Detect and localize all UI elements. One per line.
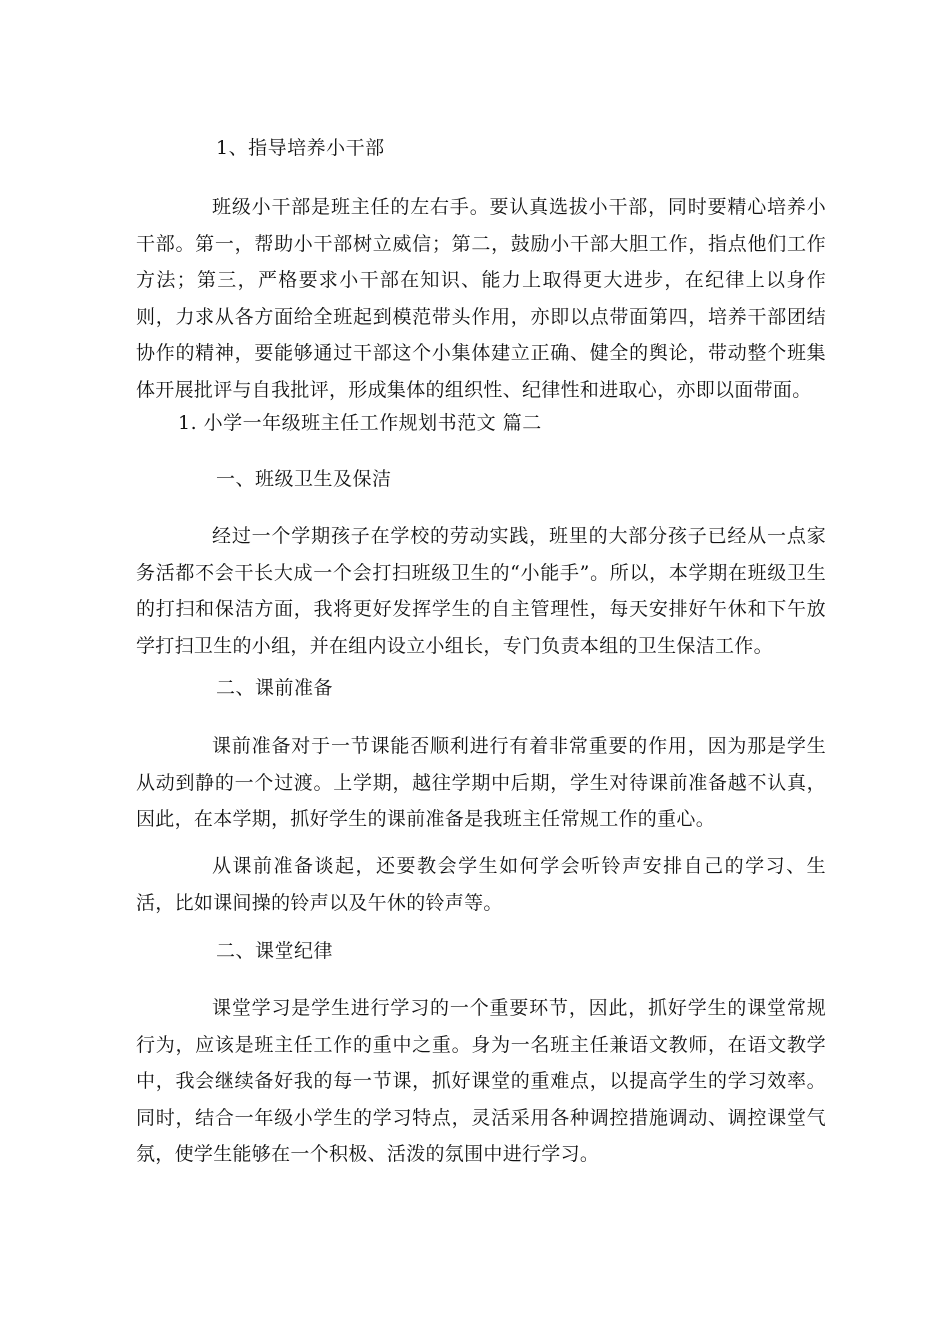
paragraph-preparation-1: 课前准备对于一节课能否顺利进行有着非常重要的作用，因为那是学生从动到静的一个过渡。上学期，越往学期中后期，学生对待课前准备越不认真，因此，在本学期，抓好学生的课前准备是我班主任常规工作的重心。 [136, 735, 826, 831]
paragraph-discipline: 课堂学习是学生进行学习的一个重要环节，因此，抓好学生的课堂常规行为，应该是班主任工作的重中之重。身为一名班主任兼语文教师，在语文教学中，我会继续备好我的每一节课，抓好课堂的重难点，以提高学生的学习效率。同时，结合一年级小学生的学习特点，灵活采用各种调控措施调动、调控课堂气氛，使学生能够在一个积极、活泼的氛围中进行学习。 [136, 997, 826, 1166]
section-heading-cadre-training: 1、指导培养小干部 [216, 137, 385, 159]
paragraph-cadre-training: 班级小干部是班主任的左右手。要认真选拔小干部，同时要精心培养小干部。第一，帮助小干部树立威信；第二，鼓励小干部大胆工作，指点他们工作方法；第三，严格要求小干部在知识、能力上取得更大进步，在纪律上以身作则，力求从各方面给全班起到模范带头作用，亦即以点带面第四，培养干部团结协作的精神，要能够通过干部这个小集体建立正确、健全的舆论，带动整个班集体开展批评与自我批评，形成集体的组织性、纪律性和进取心，亦即以面带面。 [136, 196, 826, 401]
paragraph-hygiene: 经过一个学期孩子在学校的劳动实践，班里的大部分孩子已经从一点家务活都不会干长大成一个会打扫班级卫生的“小能手”。所以，本学期在班级卫生的打扫和保洁方面，我将更好发挥学生的自主管理性，每天安排好午休和下午放学打扫卫生的小组，并在组内设立小组长，专门负责本组的卫生保洁工作。 [136, 525, 826, 657]
section-heading-discipline: 二、课堂纪律 [216, 940, 334, 962]
section-heading-hygiene: 一、班级卫生及保洁 [216, 468, 392, 490]
paragraph-preparation-2: 从课前准备谈起，还要教会学生如何学会听铃声安排自己的学习、生活，比如课间操的铃声以及午休的铃声等。 [136, 855, 826, 914]
article-title: 1. 小学一年级班主任工作规划书范文 篇二 [178, 412, 542, 434]
section-heading-preparation: 二、课前准备 [216, 677, 334, 699]
